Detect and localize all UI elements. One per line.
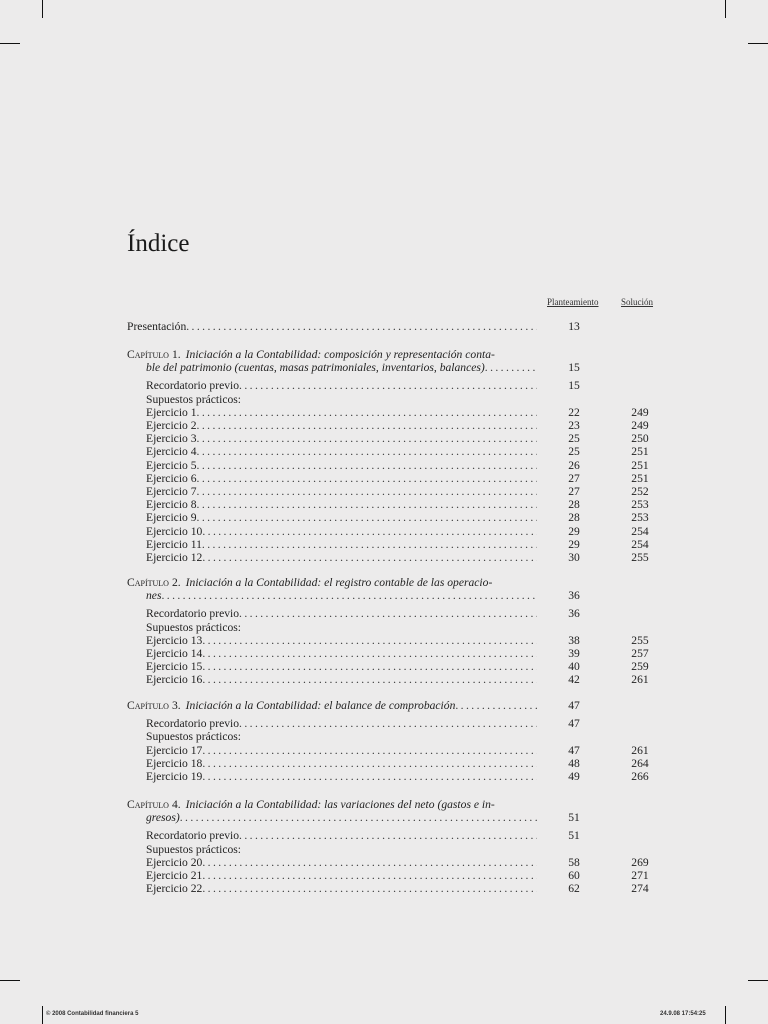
supuestos-practicos <box>146 393 537 406</box>
ejercicio-item <box>146 538 537 551</box>
solution-number: 264 <box>631 756 649 770</box>
ejercicio-item-label: Ejercicio 4 <box>146 445 197 459</box>
chapter-number: 1. <box>171 348 181 361</box>
chapter-title-cont-label: nes <box>146 589 162 603</box>
page-number: 27 <box>568 485 580 498</box>
ejercicio-item-label: Ejercicio 3 <box>146 432 197 446</box>
dot-leader <box>202 525 537 538</box>
solution-number: 253 <box>631 498 649 512</box>
recordatorio-previo-label: Recordatorio previo <box>146 607 240 621</box>
chapter-title-text: Iniciación a la Contabilidad: las variaciones del neto (gastos e in- <box>185 798 495 811</box>
supuestos-practicos-label: Supuestos prácticos: <box>146 620 241 634</box>
ejercicio-item <box>146 432 537 445</box>
dot-leader <box>197 445 537 458</box>
recordatorio-previo-label: Recordatorio previo <box>146 717 240 731</box>
dot-leader <box>197 406 537 419</box>
ejercicio-item-label: Ejercicio 1 <box>146 405 197 419</box>
dot-leader <box>197 472 537 485</box>
ejercicio-item-label: Ejercicio 14 <box>146 647 203 660</box>
dot-leader <box>197 419 537 432</box>
ejercicio-item <box>146 498 537 511</box>
ejercicio-item-label: Ejercicio 22 <box>146 882 203 896</box>
ejercicio-item-label: Ejercicio 12 <box>146 551 203 564</box>
solution-number: 255 <box>631 551 649 564</box>
dot-leader <box>161 589 537 602</box>
ejercicio-item <box>146 445 537 458</box>
ejercicio-item-label: Ejercicio 9 <box>146 511 197 525</box>
ejercicio-item-label: Ejercicio 13 <box>146 633 203 647</box>
crop-mark <box>0 43 20 44</box>
dot-leader <box>202 673 537 686</box>
chapter-number: 4. <box>171 798 181 811</box>
ejercicio-item <box>146 882 537 895</box>
dot-leader <box>239 717 537 730</box>
ejercicio-item-label: Ejercicio 16 <box>146 673 203 687</box>
page-number: 51 <box>568 829 580 843</box>
chapter-title-cap4 <box>127 798 537 811</box>
dot-leader <box>202 744 537 757</box>
dot-leader <box>197 459 537 472</box>
page-number: 51 <box>568 811 580 825</box>
dot-leader <box>197 498 537 511</box>
page-number: 26 <box>568 458 580 472</box>
page-number: 38 <box>568 633 580 647</box>
supuestos-practicos-label: Supuestos prácticos: <box>146 392 241 406</box>
dot-leader <box>239 379 537 392</box>
dot-leader <box>197 432 537 445</box>
ejercicio-item <box>146 634 537 647</box>
crop-mark <box>0 980 20 981</box>
chapter-prefix: Capítulo <box>127 699 169 712</box>
dot-leader <box>239 607 537 620</box>
dot-leader <box>202 757 537 770</box>
page-number: 13 <box>568 320 580 333</box>
ejercicio-item <box>146 660 537 673</box>
ejercicio-item-label: Ejercicio 6 <box>146 471 197 485</box>
ejercicio-item-label: Ejercicio 17 <box>146 743 203 757</box>
page-number: 62 <box>568 882 580 896</box>
ejercicio-item <box>146 419 537 432</box>
chapter-prefix: Capítulo <box>127 348 169 361</box>
page-number: 40 <box>568 660 580 674</box>
page-number: 49 <box>568 770 580 783</box>
supuestos-practicos-label: Supuestos prácticos: <box>146 842 241 856</box>
solution-number: 271 <box>631 869 649 882</box>
solution-number: 251 <box>631 471 649 485</box>
page-number: 47 <box>568 717 580 731</box>
supuestos-practicos-label: Supuestos prácticos: <box>146 730 241 744</box>
page-number: 29 <box>568 537 580 551</box>
crop-mark <box>725 1006 726 1024</box>
chapter-title-cont <box>146 589 537 602</box>
dot-leader <box>186 320 537 333</box>
ejercicio-item <box>146 770 537 783</box>
dot-leader <box>180 811 537 824</box>
ejercicio-item-label: Ejercicio 20 <box>146 855 203 869</box>
chapter-title-cont-label: ble del patrimonio (cuentas, masas patrimoniales, inventarios, balances) <box>146 361 485 375</box>
crop-mark <box>748 980 768 981</box>
chapter-title-cont <box>146 811 537 824</box>
dot-leader <box>202 647 537 660</box>
chapter-title-cap3 <box>127 699 537 712</box>
recordatorio-previo-label: Recordatorio previo <box>146 379 240 393</box>
recordatorio-previo <box>146 607 537 620</box>
solution-number: 255 <box>631 633 649 647</box>
chapter-title-cont-label: gresos) <box>146 811 180 825</box>
ejercicio-item-label: Ejercicio 19 <box>146 770 203 783</box>
ejercicio-item-label: Ejercicio 2 <box>146 419 197 432</box>
ejercicio-item <box>146 744 537 757</box>
chapter-title-text: Iniciación a la Contabilidad: composición y representación conta- <box>185 348 495 361</box>
dot-leader <box>202 856 537 869</box>
page-number: 25 <box>568 445 580 459</box>
presentacion-entry-label: Presentación <box>127 320 187 333</box>
ejercicio-item-label: Ejercicio 21 <box>146 869 203 882</box>
dot-leader <box>202 660 537 673</box>
ejercicio-item-label: Ejercicio 10 <box>146 524 203 538</box>
page-number: 60 <box>568 869 580 882</box>
solution-number: 257 <box>631 647 649 660</box>
solution-number: 249 <box>631 419 649 432</box>
page-number: 30 <box>568 551 580 564</box>
page-number: 48 <box>568 756 580 770</box>
page-title: Índice <box>127 230 190 257</box>
recordatorio-previo <box>146 829 537 842</box>
ejercicio-item-label: Ejercicio 15 <box>146 660 203 674</box>
chapter-title-cap2 <box>127 576 537 589</box>
ejercicio-item <box>146 856 537 869</box>
ejercicio-item <box>146 673 537 686</box>
dot-leader <box>239 829 537 842</box>
dot-leader <box>202 634 537 647</box>
solution-number: 269 <box>631 855 649 869</box>
dot-leader <box>202 770 537 783</box>
ejercicio-item-label: Ejercicio 18 <box>146 756 203 770</box>
page-number: 28 <box>568 498 580 512</box>
page-number: 36 <box>568 607 580 621</box>
chapter-number: 2. <box>171 576 181 589</box>
footer-right: 24.9.08 17:54:25 <box>660 1011 706 1017</box>
ejercicio-item <box>146 647 537 660</box>
solution-number: 274 <box>631 882 649 896</box>
column-header-planteamiento: Planteamiento <box>547 297 599 307</box>
dot-leader <box>455 699 537 712</box>
crop-mark <box>42 0 43 18</box>
page-number: 15 <box>568 361 580 375</box>
dot-leader <box>202 538 537 551</box>
footer-left: © 2008 Contabilidad financiera 5 <box>46 1011 139 1017</box>
ejercicio-item <box>146 511 537 524</box>
supuestos-practicos <box>146 843 537 856</box>
dot-leader <box>202 869 537 882</box>
dot-leader <box>202 882 537 895</box>
solution-number: 252 <box>631 485 649 498</box>
chapter-prefix: Capítulo <box>127 798 169 811</box>
presentacion-entry <box>127 320 537 333</box>
ejercicio-item-label: Ejercicio 8 <box>146 498 197 512</box>
page-number: 27 <box>568 471 580 485</box>
page-number: 29 <box>568 524 580 538</box>
ejercicio-item <box>146 459 537 472</box>
chapter-title-text: Iniciación a la Contabilidad: el registro contable de las operacio- <box>185 576 493 589</box>
page-number: 25 <box>568 432 580 446</box>
solution-number: 251 <box>631 458 649 472</box>
ejercicio-item <box>146 485 537 498</box>
solution-number: 266 <box>631 770 649 783</box>
chapter-prefix: Capítulo <box>127 576 169 589</box>
dot-leader <box>197 511 537 524</box>
page-number: 47 <box>568 699 580 712</box>
recordatorio-previo-label: Recordatorio previo <box>146 829 240 843</box>
page-number: 42 <box>568 673 580 687</box>
recordatorio-previo <box>146 717 537 730</box>
dot-leader <box>197 485 537 498</box>
solution-number: 261 <box>631 743 649 757</box>
ejercicio-item <box>146 406 537 419</box>
page-number: 36 <box>568 589 580 603</box>
solution-number: 261 <box>631 673 649 687</box>
crop-mark <box>748 43 768 44</box>
crop-mark <box>42 1006 43 1024</box>
solution-number: 259 <box>631 660 649 674</box>
page-number: 22 <box>568 405 580 419</box>
solution-number: 250 <box>631 432 649 446</box>
ejercicio-item-label: Ejercicio 11 <box>146 537 202 551</box>
supuestos-practicos <box>146 621 537 634</box>
solution-number: 254 <box>631 537 649 551</box>
solution-number: 253 <box>631 511 649 525</box>
chapter-title-cont <box>146 361 537 374</box>
ejercicio-item-label: Ejercicio 7 <box>146 485 197 498</box>
solution-number: 249 <box>631 405 649 419</box>
page-number: 15 <box>568 379 580 393</box>
chapter-title-text: Iniciación a la Contabilidad: el balance de comprobación <box>185 699 456 712</box>
chapter-number: 3. <box>171 699 181 712</box>
page-number: 28 <box>568 511 580 525</box>
page-number: 39 <box>568 647 580 660</box>
solution-number: 251 <box>631 445 649 459</box>
ejercicio-item <box>146 869 537 882</box>
ejercicio-item <box>146 472 537 485</box>
ejercicio-item-label: Ejercicio 5 <box>146 458 197 472</box>
ejercicio-item <box>146 757 537 770</box>
page-number: 58 <box>568 855 580 869</box>
dot-leader <box>202 551 537 564</box>
page-number: 47 <box>568 743 580 757</box>
page-number: 23 <box>568 419 580 432</box>
solution-number: 254 <box>631 524 649 538</box>
dot-leader <box>485 361 537 374</box>
recordatorio-previo <box>146 379 537 392</box>
ejercicio-item <box>146 525 537 538</box>
crop-mark <box>725 0 726 18</box>
ejercicio-item <box>146 551 537 564</box>
chapter-title-cap1 <box>127 348 537 361</box>
column-header-solucion: Solución <box>621 297 654 307</box>
supuestos-practicos <box>146 730 537 743</box>
